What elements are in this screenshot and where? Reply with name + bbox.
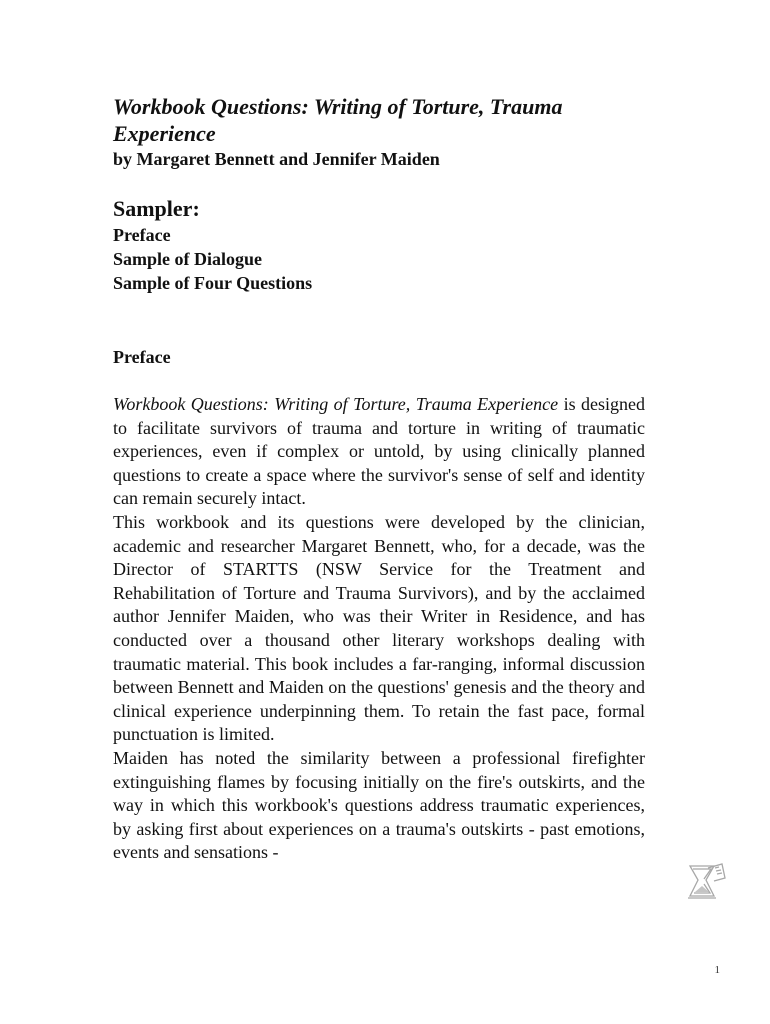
preface-heading: Preface xyxy=(113,347,171,367)
contents-item-preface: Preface xyxy=(113,225,171,245)
sampler-contents-list xyxy=(113,223,645,295)
preface-paragraph-1 xyxy=(113,393,645,511)
preface-paragraph-2: This workbook and its questions were developed by the clinician, academic and researcher Margaret Bennett, who, for a decade, was the Director of STARTTS (NSW Service for the Treatment and Rehabilitation of Torture and Trauma Survivors), and by the acclaimed author Jennifer Maiden, who was their Writer in Residence, and has conducted over a thousand other literary workshops dealing with traumatic material. This book includes a far-ranging, informal discussion between Bennett and Maiden on the questions' genesis and the theory and clinical experience underpinning them. To retain the fast pace, formal punctuation is limited. xyxy=(113,511,645,745)
document-page xyxy=(113,93,645,865)
contents-item-questions: Sample of Four Questions xyxy=(113,273,313,293)
sampler-heading: Sampler: xyxy=(113,196,200,221)
contents-item-dialogue: Sample of Dialogue xyxy=(113,249,263,269)
paragraph-1-text: is designed to facilitate survivors of trauma and torture in writing of traumatic experiences, even if complex or untold, by using clinically planned questions to create a space where the survivor's sense of self and identity can remain securely intact. xyxy=(113,394,645,509)
document-byline: by Margaret Bennett and Jennifer Maiden xyxy=(113,149,440,169)
preface-paragraph-3: Maiden has noted the similarity between a professional firefighter extinguishing flames by focusing initially on the fire's outskirts, and the way in which this workbook's questions address traumatic experiences, by asking first about experiences on a trauma's outskirts - past emotions, events and sensations - xyxy=(113,747,645,863)
hourglass-stamp-icon xyxy=(684,862,728,904)
book-title-italic: Workbook Questions: Writing of Torture, Trauma Experience xyxy=(113,394,559,414)
page-number: 1 xyxy=(714,964,720,976)
document-title: Workbook Questions: Writing of Torture, Trauma Experience xyxy=(113,94,563,146)
